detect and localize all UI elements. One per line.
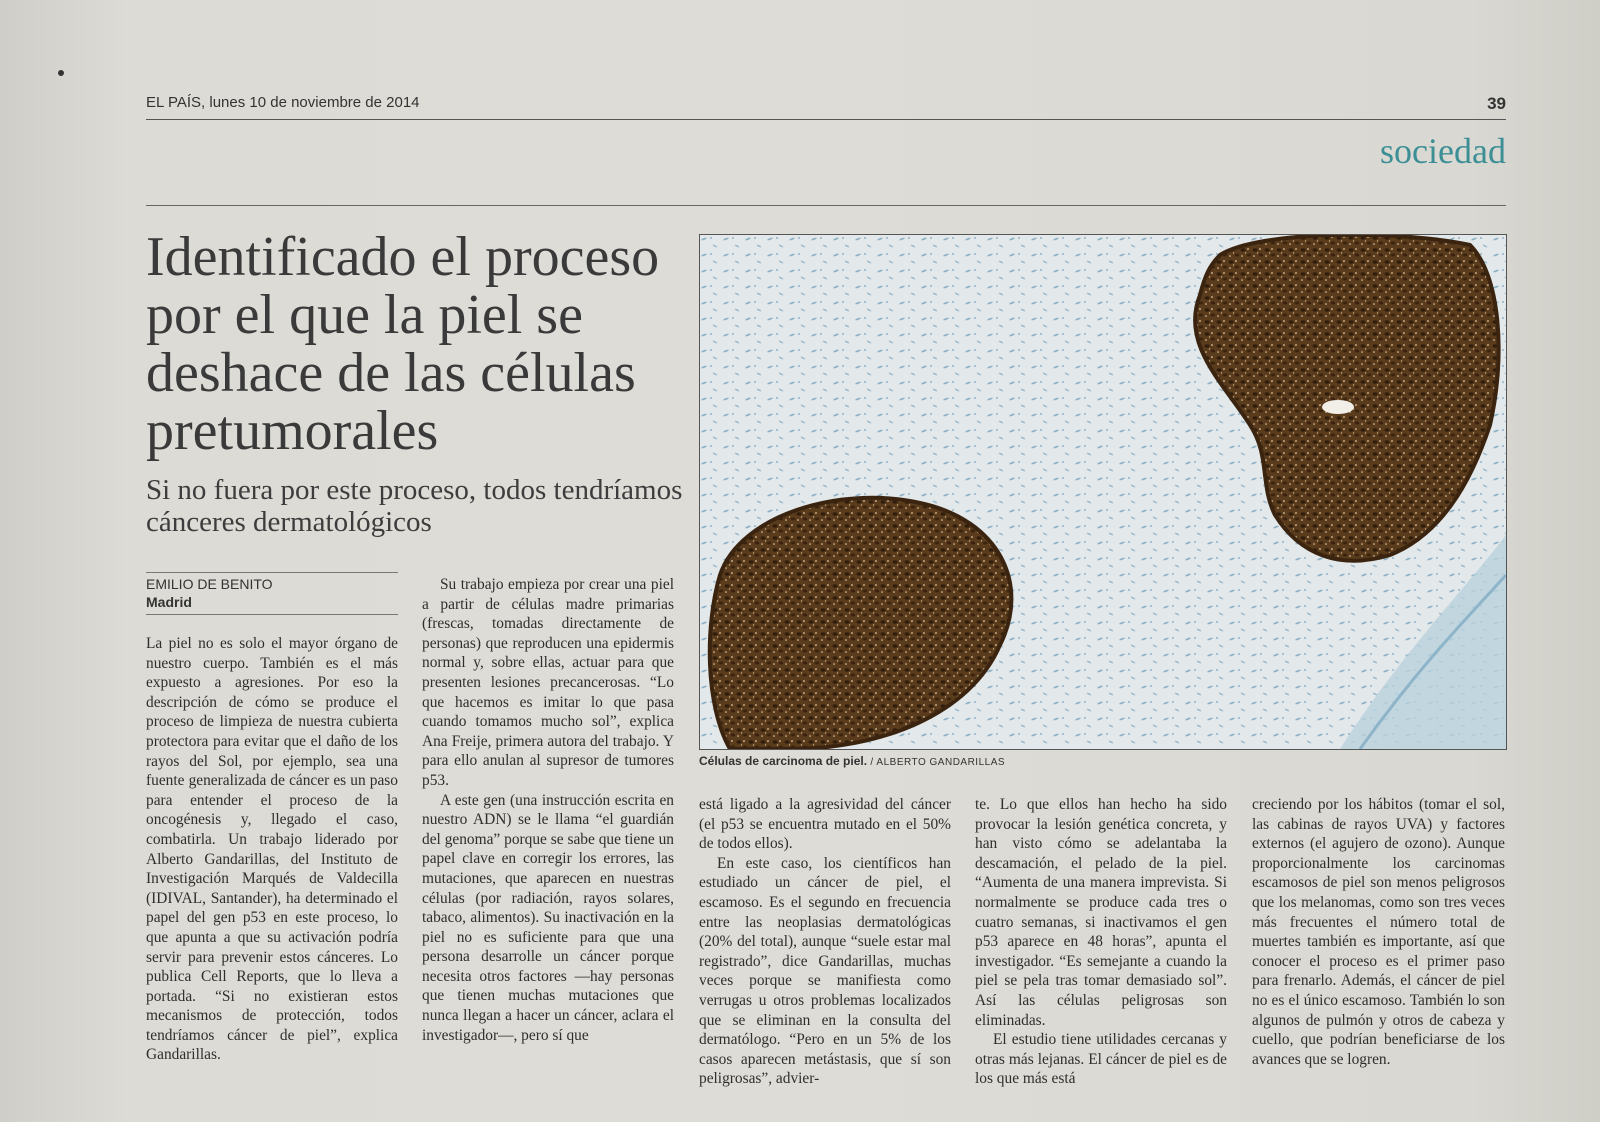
article-column-1 <box>146 634 398 1065</box>
article-subhead: Si no fuera por este proceso, todos tendríamos cánceres dermatológicos <box>146 474 683 538</box>
paragraph: El estudio tiene utilidades cercanas y otras más lejanas. El cáncer de piel es de los que más está <box>975 1031 1227 1088</box>
byline-place: Madrid <box>146 594 192 610</box>
article-headline: Identificado el proceso por el que la piel se deshace de las células pretumorales <box>146 226 660 462</box>
article-column-5 <box>1252 795 1505 1069</box>
micrograph-image <box>700 235 1506 749</box>
punch-hole-dot <box>58 70 64 76</box>
carcinoma-photo <box>699 234 1507 750</box>
page-header <box>146 94 1506 111</box>
byline-rule-top <box>146 572 398 573</box>
paragraph: te. Lo que ellos han hecho ha sido provocar la lesión genética concreta, y han visto cómo se adelantaba la descamación, el pelado de la piel. “Aumenta de una manera imprevista. Si normalmente se produce cada tres o cuatro semanas, si inactivamos el gen p53 aparece en 48 horas”, apunta el investigador. “Es semejante a cuando la piel se pela tras tomar demasiado sol”. Así las células peligrosas son eliminadas. <box>975 796 1227 1029</box>
byline-rule-bottom <box>146 614 398 615</box>
article-column-4 <box>975 795 1227 1089</box>
paragraph: A este gen (una instrucción escrita en nuestro ADN) se le llama “el guardián del genoma” porque se sabe que tiene un papel clave en corregir los errores, las mutaciones, que aparecen en nuestras células (por radiación, rayos solares, tabaco, alimentos). Su inactivación en la piel no es suficiente para que una persona desarrolle un cáncer porque necesita otros factores —hay personas que tienen muchas mutaciones que nunca llegan a hacer un cáncer, aclara el investigador—, pero sí que <box>422 791 674 1044</box>
paragraph: La piel no es solo el mayor órgano de nuestro cuerpo. También es el más expuesto a agresiones. Por eso la descripción de cómo se produce el proceso de limpieza de nuestra cubierta protectora para evitar que el daño de los rayos del Sol, por ejemplo, sea una fuente generalizada de cáncer es un paso para entender el proceso de la oncogénesis y, llegado el caso, combatirla. Un trabajo liderado por Alberto Gandarillas, del Instituto de Investigación Marqués de Valdecilla (IDIVAL, Santander), ha determinado el papel del gen p53 en este proceso, lo que apunta a que su activación podría servir para prevenir estos cánceres. Lo publica Cell Reports, que lo lleva a portada. “Si no existieran estos mecanismos de protección, todos tendríamos cáncer de piel”, explica Gandarillas. <box>146 635 398 1064</box>
article-column-2 <box>422 575 674 1045</box>
photo-caption <box>699 754 1505 768</box>
article-column-3 <box>699 795 951 1089</box>
dateline: EL PAÍS, lunes 10 de noviembre de 2014 <box>146 94 420 111</box>
paragraph: creciendo por los hábitos (tomar el sol, las cabinas de rayos UVA) y factores externos (el agujero de ozono). Aunque proporcionalmente los carcinomas escamosos de piel son menos peligrosos que los melanomas, como son tres veces más frecuentes el número total de muertes también es importante, así que conocer el proceso es el primer paso para frenarlo. Además, el cáncer de piel no es el único escamoso. También lo son algunos de pulmón y otros de cabeza y cuello, que podrían beneficiarse de los avances que se logren. <box>1252 796 1505 1068</box>
section-rule <box>146 205 1506 206</box>
paragraph: Su trabajo empieza por crear una piel a partir de células madre primarias (frescas, tomadas directamente de personas) que reproducen una epidermis normal y, sobre ellas, actuar para que presenten lesiones precancerosas. “Lo que hacemos es imitar lo que pasa cuando tomamos mucho sol”, explica Ana Freije, primera autora del trabajo. Y para ello anulan al supresor de tumores p53. <box>422 576 674 789</box>
photo-credit: / ALBERTO GANDARILLAS <box>870 757 1006 768</box>
paragraph: En este caso, los científicos han estudiado un cáncer de piel, el escamoso. Es el segundo en frecuencia entre las neoplasias dermatológicas (20% del total), aunque “suele estar mal registrado”, dice Gandarillas, muchas veces porque se manifiesta como verrugas u otros problemas localizados que se eliminan en la consulta del dermatólogo. “Pero en un 5% de los casos aparecen metástasis, que sí son peligrosas”, advier- <box>699 854 951 1088</box>
section-title: sociedad <box>1380 131 1506 171</box>
paragraph: está ligado a la agresividad del cáncer (el p53 se encuentra mutado en el 50% de todos ellos). <box>699 796 951 853</box>
page-number: 39 <box>1487 94 1506 113</box>
caption-text: Células de carcinoma de piel. <box>699 754 868 768</box>
header-rule <box>146 119 1506 120</box>
byline-author: EMILIO DE BENITO <box>146 576 273 592</box>
